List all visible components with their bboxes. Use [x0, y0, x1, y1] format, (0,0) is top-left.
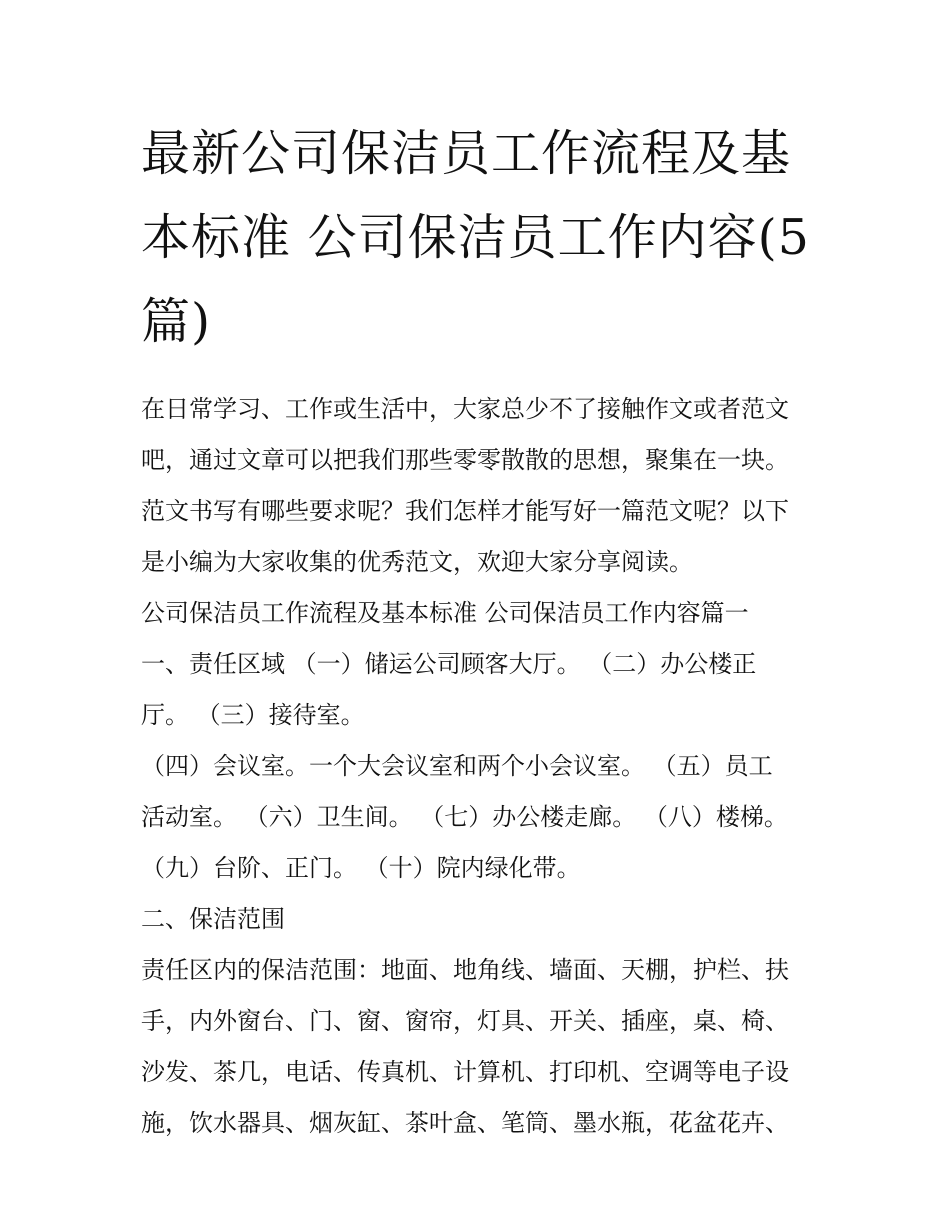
document-body	[141, 384, 821, 1149]
document-content	[141, 112, 821, 1149]
responsibility-area-paragraph: 一、责任区域 （一）储运公司顾客大厅。 （二）办公楼正 厅。 （三）接待室。	[141, 650, 757, 729]
document-title: 最新公司保洁员工作流程及基 本标准 公司保洁员工作内容(5 篇)	[141, 125, 810, 350]
cleaning-scope-heading: 二、保洁范围	[141, 905, 285, 933]
intro-paragraph: 在日常学习、工作或生活中，大家总少不了接触作文或者范文 吧，通过文章可以把我们那些零零散散的思想，聚集在一块。 范文书写有哪些要求呢？我们怎样才能写好一篇范文呢？以下 是小编为大家收集的优秀范文，欢迎大家分享阅读。	[141, 395, 789, 576]
section-heading-paragraph: 公司保洁员工作流程及基本标准 公司保洁员工作内容篇一	[141, 599, 749, 627]
responsibility-area-continued-paragraph: （四）会议室。一个大会议室和两个小会议室。 （五）员工 活动室。 （六）卫生间。 （七）办公楼走廊。 （八）楼梯。 （九）台阶、正门。 （十）院内绿化带。	[141, 752, 788, 882]
cleaning-scope-paragraph: 责任区内的保洁范围：地面、地角线、墙面、天棚，护栏、扶 手，内外窗台、门、窗、窗帘，灯具、开关、插座，桌、椅、 沙发、茶几，电话、传真机、计算机、打印机、空调等电子设 施，饮水器具、烟灰缸、茶叶盒、笔筒、墨水瓶，花盆花卉、	[141, 956, 789, 1137]
